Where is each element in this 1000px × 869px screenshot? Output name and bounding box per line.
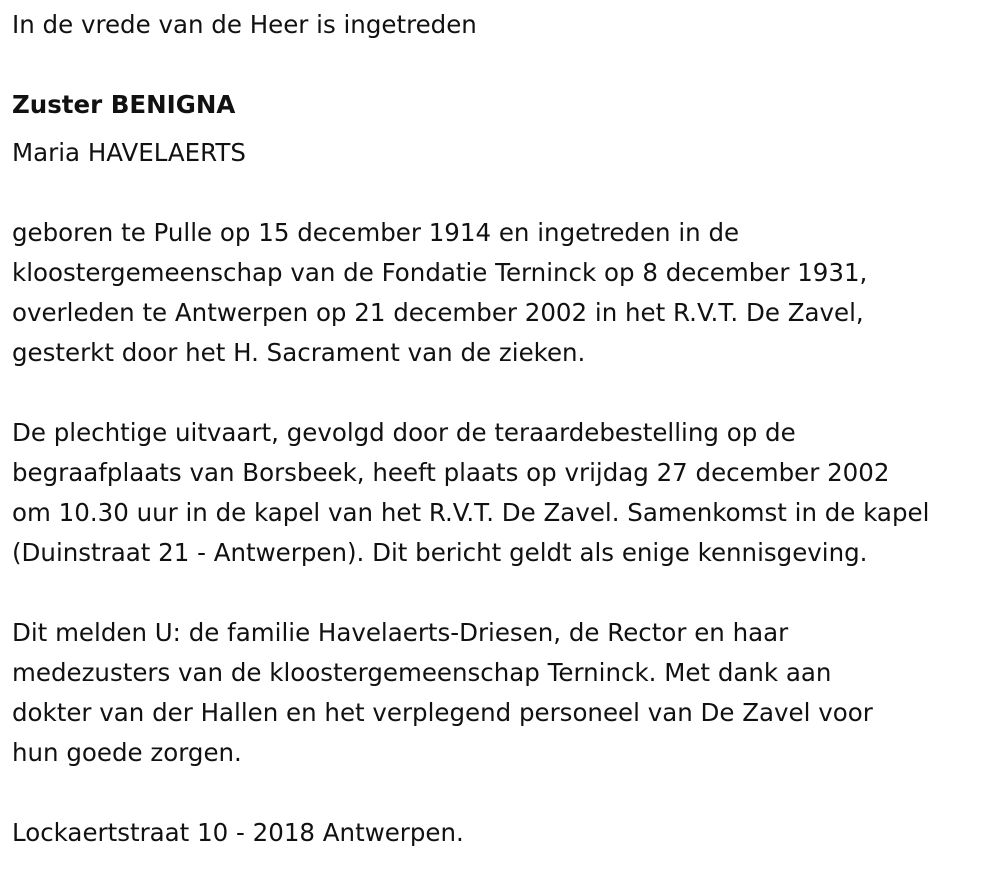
- notice-line: hun goede zorgen.: [12, 738, 242, 767]
- birth-line: gesterkt door het H. Sacrament van de zieken.: [12, 338, 586, 367]
- notice-line: medezusters van de kloostergemeenschap Terninck. Met dank aan: [12, 658, 832, 687]
- civil-name: Maria HAVELAERTS: [12, 138, 246, 167]
- birth-line: geboren te Pulle op 15 december 1914 en ingetreden in de: [12, 218, 740, 247]
- notice-paragraph: [12, 613, 873, 773]
- funeral-line: De plechtige uitvaart, gevolgd door de teraardebestelling op de: [12, 418, 796, 447]
- funeral-line: begraafplaats van Borsbeek, heeft plaats op vrijdag 27 december 2002: [12, 458, 890, 487]
- birth-line: kloostergemeenschap van de Fondatie Terninck op 8 december 1931,: [12, 258, 868, 287]
- funeral-line: om 10.30 uur in de kapel van het R.V.T. De Zavel. Samenkomst in de kapel: [12, 498, 930, 527]
- funeral-paragraph: [12, 413, 929, 573]
- opening-line: In de vrede van de Heer is ingetreden: [12, 10, 477, 39]
- birth-paragraph: [12, 213, 867, 373]
- notice-line: Dit melden U: de familie Havelaerts-Driesen, de Rector en haar: [12, 618, 789, 647]
- funeral-line: (Duinstraat 21 - Antwerpen). Dit bericht geldt als enige kennisgeving.: [12, 538, 868, 567]
- birth-line: overleden te Antwerpen op 21 december 2002 in het R.V.T. De Zavel,: [12, 298, 864, 327]
- address-line: Lockaertstraat 10 - 2018 Antwerpen.: [12, 818, 464, 847]
- religious-name: Zuster BENIGNA: [12, 90, 236, 119]
- notice-line: dokter van der Hallen en het verplegend personeel van De Zavel voor: [12, 698, 873, 727]
